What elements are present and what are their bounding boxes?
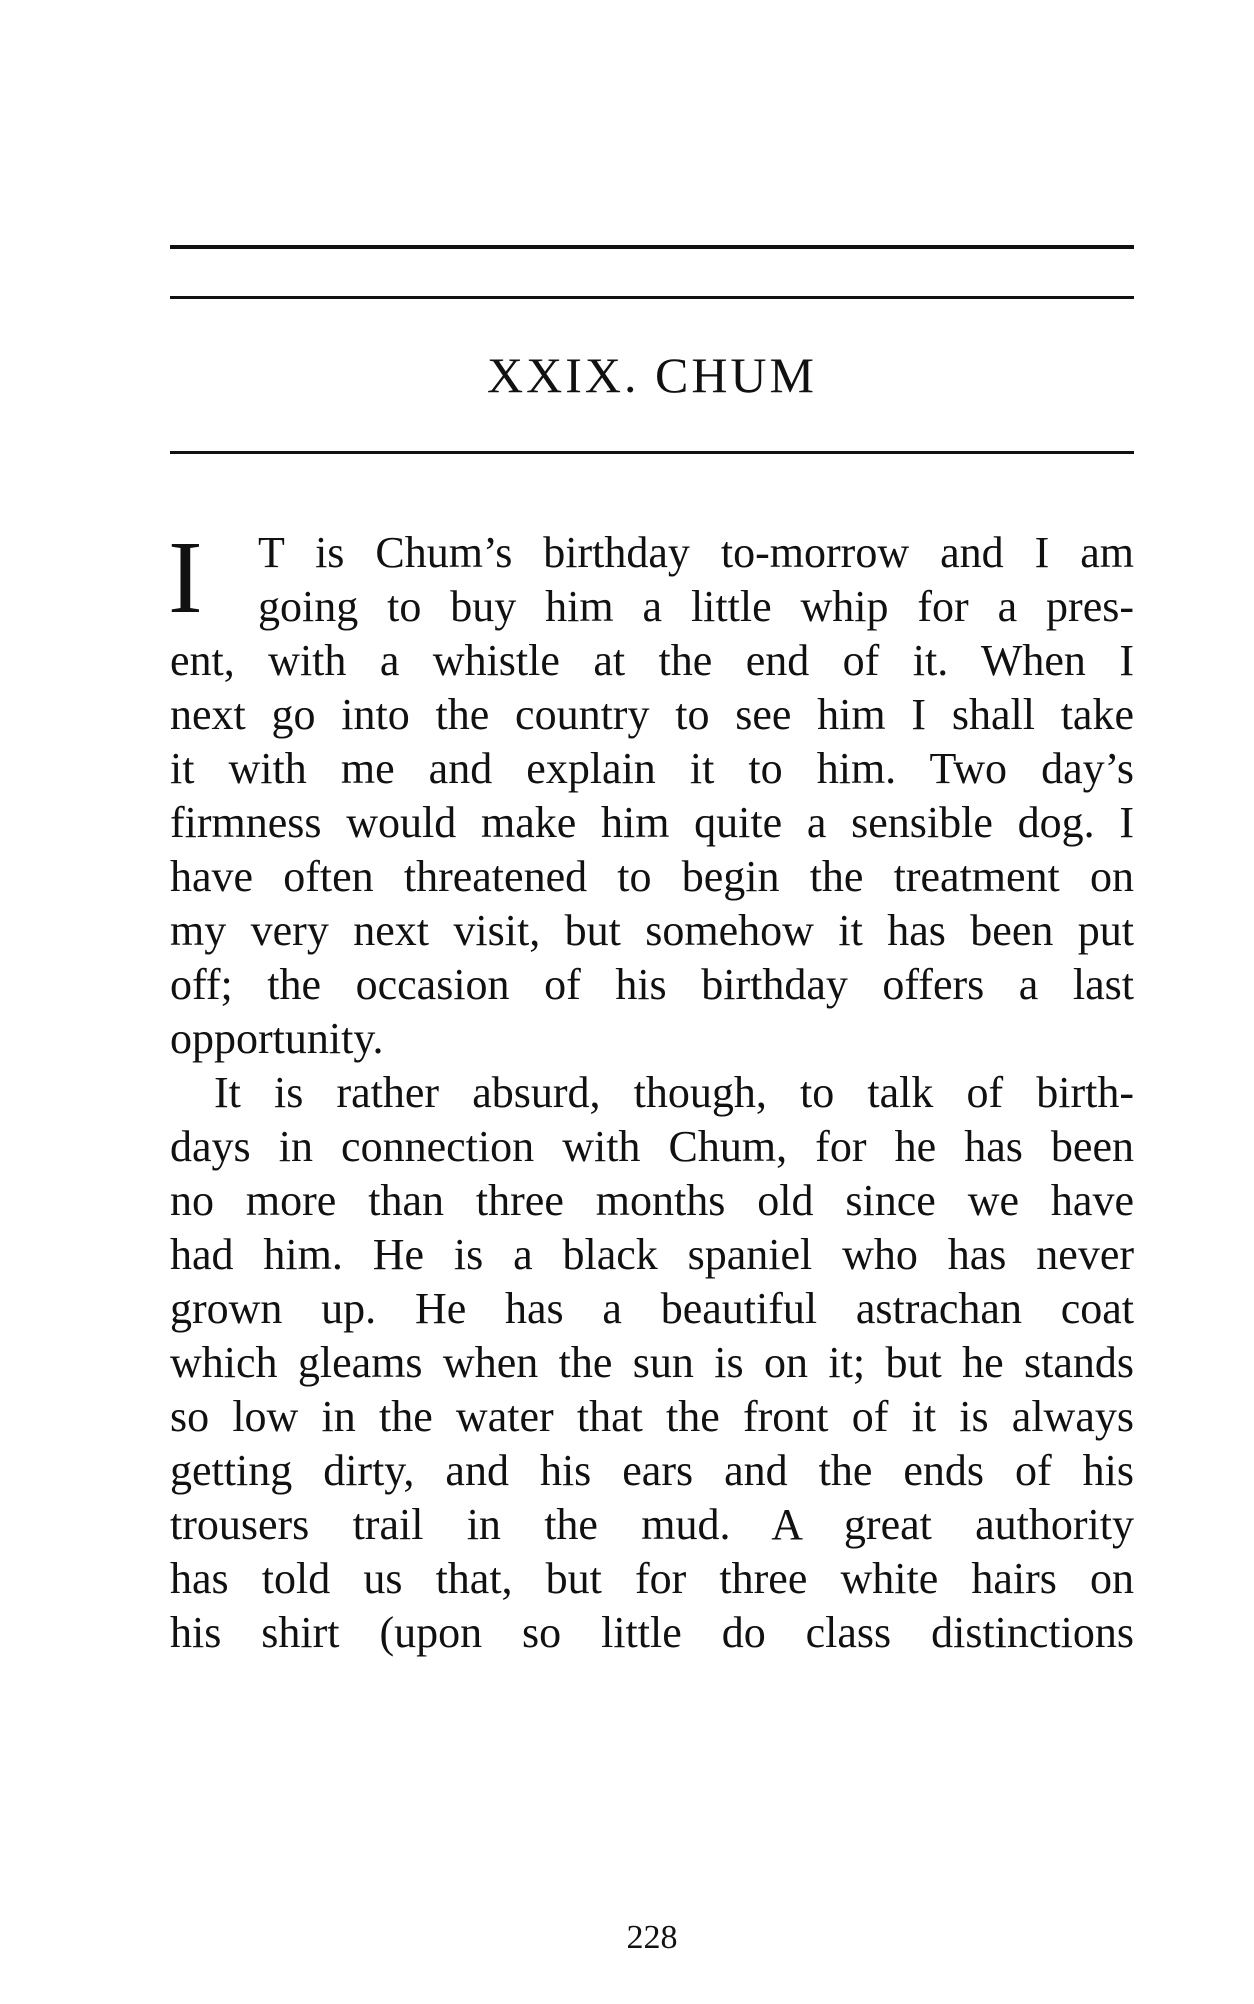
paragraph-line: his shirt (upon so little do class distinctions (170, 1608, 1134, 1657)
paragraph-line: days in connection with Chum, for he has been (170, 1122, 1134, 1171)
top-rule-thin (170, 296, 1134, 299)
paragraph-line: which gleams when the sun is on it; but he stands (170, 1338, 1134, 1387)
paragraph-line: next go into the country to see him I shall take (170, 690, 1134, 739)
paragraph-line: going to buy him a little whip for a pres- (258, 582, 1134, 631)
paragraph-line: no more than three months old since we have (170, 1176, 1134, 1225)
title-underline-rule (170, 451, 1134, 454)
paragraph-line: opportunity. (170, 1014, 384, 1063)
paragraph-line: it with me and explain it to him. Two day’s (170, 744, 1134, 793)
paragraph-line: have often threatened to begin the treatment on (170, 852, 1134, 901)
paragraph-line: firmness would make him quite a sensible dog. I (170, 798, 1134, 847)
paragraph-line: getting dirty, and his ears and the ends of his (170, 1446, 1134, 1495)
paragraph-line: had him. He is a black spaniel who has never (170, 1230, 1134, 1279)
paragraph-line: off; the occasion of his birthday offers a last (170, 960, 1134, 1009)
paragraph-line: has told us that, but for three white hairs on (170, 1554, 1134, 1603)
paragraph-line: my very next visit, but somehow it has been put (170, 906, 1134, 955)
paragraph-line: ent, with a whistle at the end of it. When I (170, 636, 1134, 685)
top-rule-thick (170, 245, 1134, 249)
drop-cap: I (168, 520, 203, 635)
page-number: 228 (626, 1919, 678, 1956)
paragraph-line: It is rather absurd, though, to talk of birth- (214, 1068, 1134, 1117)
paragraph-line: trousers trail in the mud. A great authority (170, 1500, 1134, 1549)
chapter-title: XXIX. CHUM (487, 347, 817, 403)
paragraph-line: T is Chum’s birthday to-morrow and I am (258, 528, 1134, 577)
paragraph-line: so low in the water that the front of it is always (170, 1392, 1134, 1441)
paragraph-line: grown up. He has a beautiful astrachan coat (170, 1284, 1134, 1333)
